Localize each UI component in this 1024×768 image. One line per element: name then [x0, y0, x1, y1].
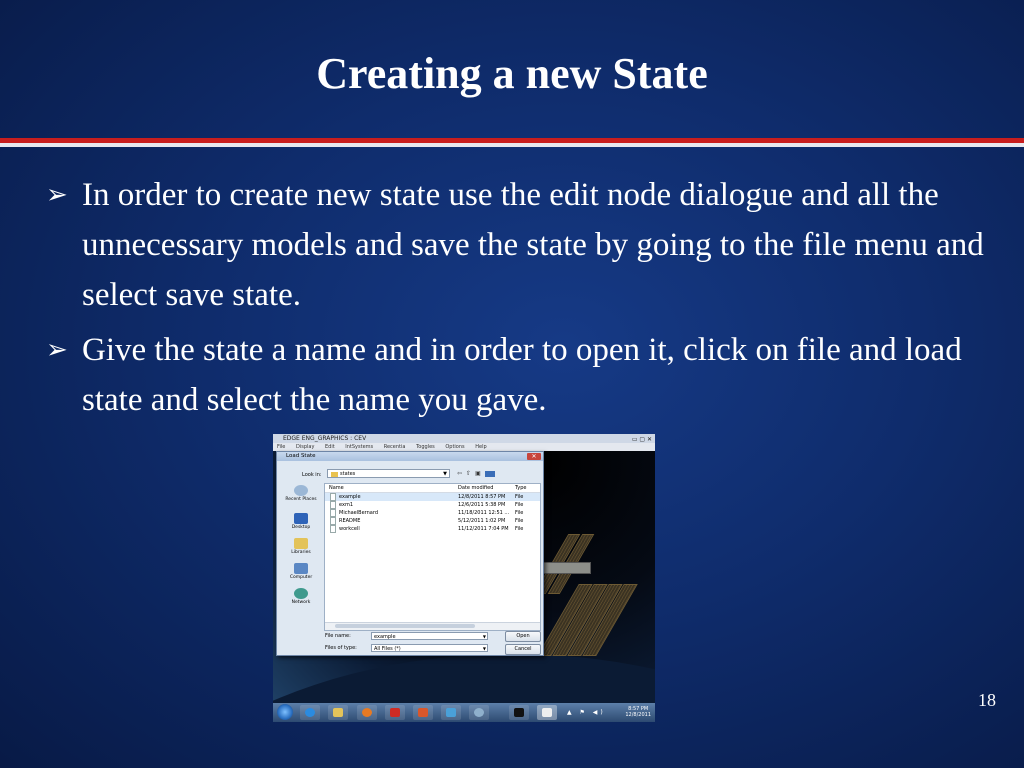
bullet-item [46, 325, 986, 425]
dialog-nav-toolbar [457, 470, 495, 477]
menu-intsystems[interactable]: IntSystems [345, 444, 374, 450]
chevron-down-icon: ▼ [482, 634, 486, 639]
cancel-button[interactable]: Cancel [505, 644, 541, 655]
menu-display[interactable]: Display [295, 444, 315, 450]
menu-recentia[interactable]: Recentia [383, 444, 406, 450]
menu-help[interactable]: Help [475, 444, 487, 450]
place-desktop[interactable] [281, 513, 321, 530]
close-icon[interactable]: ✕ [527, 453, 541, 460]
taskbar-terminal[interactable] [509, 705, 529, 720]
folder-icon [331, 472, 338, 477]
place-label: Computer [289, 575, 313, 580]
file-row[interactable] [325, 525, 540, 533]
browser-icon [305, 708, 315, 717]
file-name-input[interactable] [371, 632, 488, 640]
file-type: File [515, 502, 524, 508]
place-label: Desktop [291, 525, 311, 530]
edge-app-icon [542, 708, 552, 717]
place-computer[interactable] [281, 563, 321, 580]
file-name: exm1 [339, 502, 353, 508]
look-in-select[interactable] [327, 469, 450, 478]
taskbar-powerpoint[interactable] [413, 705, 433, 720]
file-icon [330, 493, 336, 501]
file-type: File [515, 494, 524, 500]
bullet-text: In order to create new state use the edit node dialogue and all the unnecessary models and save the state by going to the file menu and select save state. [82, 177, 984, 313]
file-name: workcell [339, 526, 360, 532]
file-date: 12/8/2011 8:57 PM [458, 494, 506, 500]
app-icon [446, 708, 456, 717]
file-list-header [325, 484, 540, 493]
file-name: README [339, 518, 361, 524]
column-name[interactable]: Name [329, 485, 344, 491]
file-type: File [515, 510, 524, 516]
file-row[interactable] [325, 517, 540, 525]
file-row[interactable] [325, 509, 540, 517]
file-icon [330, 501, 336, 509]
file-row[interactable] [325, 501, 540, 509]
column-date[interactable]: Date modified [458, 485, 494, 491]
place-network[interactable] [281, 588, 321, 605]
app-menubar [273, 443, 655, 451]
menu-file[interactable]: File [277, 444, 286, 450]
page-number: 18 [978, 690, 996, 710]
file-type: File [515, 518, 524, 524]
menu-toggles[interactable]: Toggles [416, 444, 435, 450]
file-type-label: Files of type: [325, 645, 357, 651]
chevron-down-icon: ▼ [443, 471, 447, 477]
pdf-icon [390, 708, 400, 717]
back-icon[interactable]: ⇦ [457, 470, 467, 477]
menu-edit[interactable]: Edit [325, 444, 335, 450]
arrow-bullet-icon: ➢ [46, 180, 68, 210]
place-label: Network [291, 600, 311, 605]
scrollbar-thumb[interactable] [335, 624, 475, 628]
taskbar-ie[interactable] [300, 705, 320, 720]
taskbar-edge[interactable] [537, 705, 557, 720]
chevron-down-icon: ▼ [482, 646, 486, 651]
presentation-icon [418, 708, 428, 717]
tray-icons[interactable]: ▲ ⚑ ◀) [567, 709, 606, 716]
file-list [324, 483, 541, 631]
file-name-value: example [374, 634, 396, 640]
taskbar-acrobat[interactable] [385, 705, 405, 720]
taskbar-app[interactable] [441, 705, 461, 720]
window-controls[interactable]: ▭ ▢ ✕ [631, 436, 652, 443]
dialog-title: Load State [277, 452, 543, 461]
file-date: 11/12/2011 7:04 PM [458, 526, 509, 532]
tool-icon [474, 708, 484, 717]
taskbar-tool[interactable] [469, 705, 489, 720]
file-icon [330, 525, 336, 533]
bullet-item [46, 170, 986, 320]
file-name-label: File name: [325, 633, 351, 639]
folder-icon [333, 708, 343, 717]
load-state-dialog [276, 451, 544, 656]
file-date: 11/18/2011 12:51 ... [458, 510, 510, 516]
file-row[interactable] [325, 493, 540, 501]
place-recent[interactable] [281, 485, 321, 502]
desktop-icon [294, 513, 308, 524]
slide-title: Creating a new State [316, 49, 708, 98]
computer-icon [294, 563, 308, 574]
taskbar [273, 703, 655, 722]
file-type: File [515, 526, 524, 532]
file-name: MichaelBernard [339, 510, 378, 516]
file-date: 5/12/2011 1:02 PM [458, 518, 506, 524]
place-label: Libraries [291, 550, 311, 555]
app-titlebar [273, 434, 655, 443]
look-in-value: states [340, 471, 356, 477]
up-folder-icon[interactable]: ⇧ [466, 470, 476, 477]
file-date: 12/6/2011 5:38 PM [458, 502, 506, 508]
open-button[interactable]: Open [505, 631, 541, 642]
place-label: Recent Places [285, 497, 317, 502]
places-bar [281, 483, 321, 648]
look-in-label: Look in: [302, 472, 322, 478]
clock-date: 12/8/2011 [625, 712, 651, 718]
start-button-icon[interactable] [277, 704, 293, 720]
column-type[interactable]: Type [515, 485, 527, 491]
bullet-text: Give the state a name and in order to open it, click on file and load state and select the name you gave. [82, 332, 962, 418]
new-folder-icon[interactable]: ▣ [475, 470, 485, 477]
file-icon [330, 517, 336, 525]
title-rule-white [0, 143, 1024, 147]
recent-places-icon [294, 485, 308, 496]
clock-time: 8:57 PM [628, 706, 649, 712]
tray-clock[interactable] [625, 706, 651, 718]
taskbar-firefox[interactable] [357, 705, 377, 720]
embedded-screenshot [273, 434, 655, 722]
file-type-value: All Files (*) [374, 646, 401, 652]
menu-options[interactable]: Options [445, 444, 465, 450]
libraries-icon [294, 538, 308, 549]
bullet-list [46, 170, 986, 430]
terminal-icon [514, 708, 524, 717]
app-title: EDGE ENG_GRAPHICS : CEV [283, 435, 367, 442]
file-icon [330, 509, 336, 517]
place-libraries[interactable] [281, 538, 321, 555]
horizontal-scrollbar[interactable] [325, 622, 540, 630]
taskbar-explorer[interactable] [328, 705, 348, 720]
file-type-select[interactable] [371, 644, 488, 652]
arrow-bullet-icon: ➢ [46, 335, 68, 365]
file-name: example [339, 494, 361, 500]
firefox-icon [362, 708, 372, 717]
network-icon [294, 588, 308, 599]
view-menu-icon[interactable] [485, 471, 495, 477]
